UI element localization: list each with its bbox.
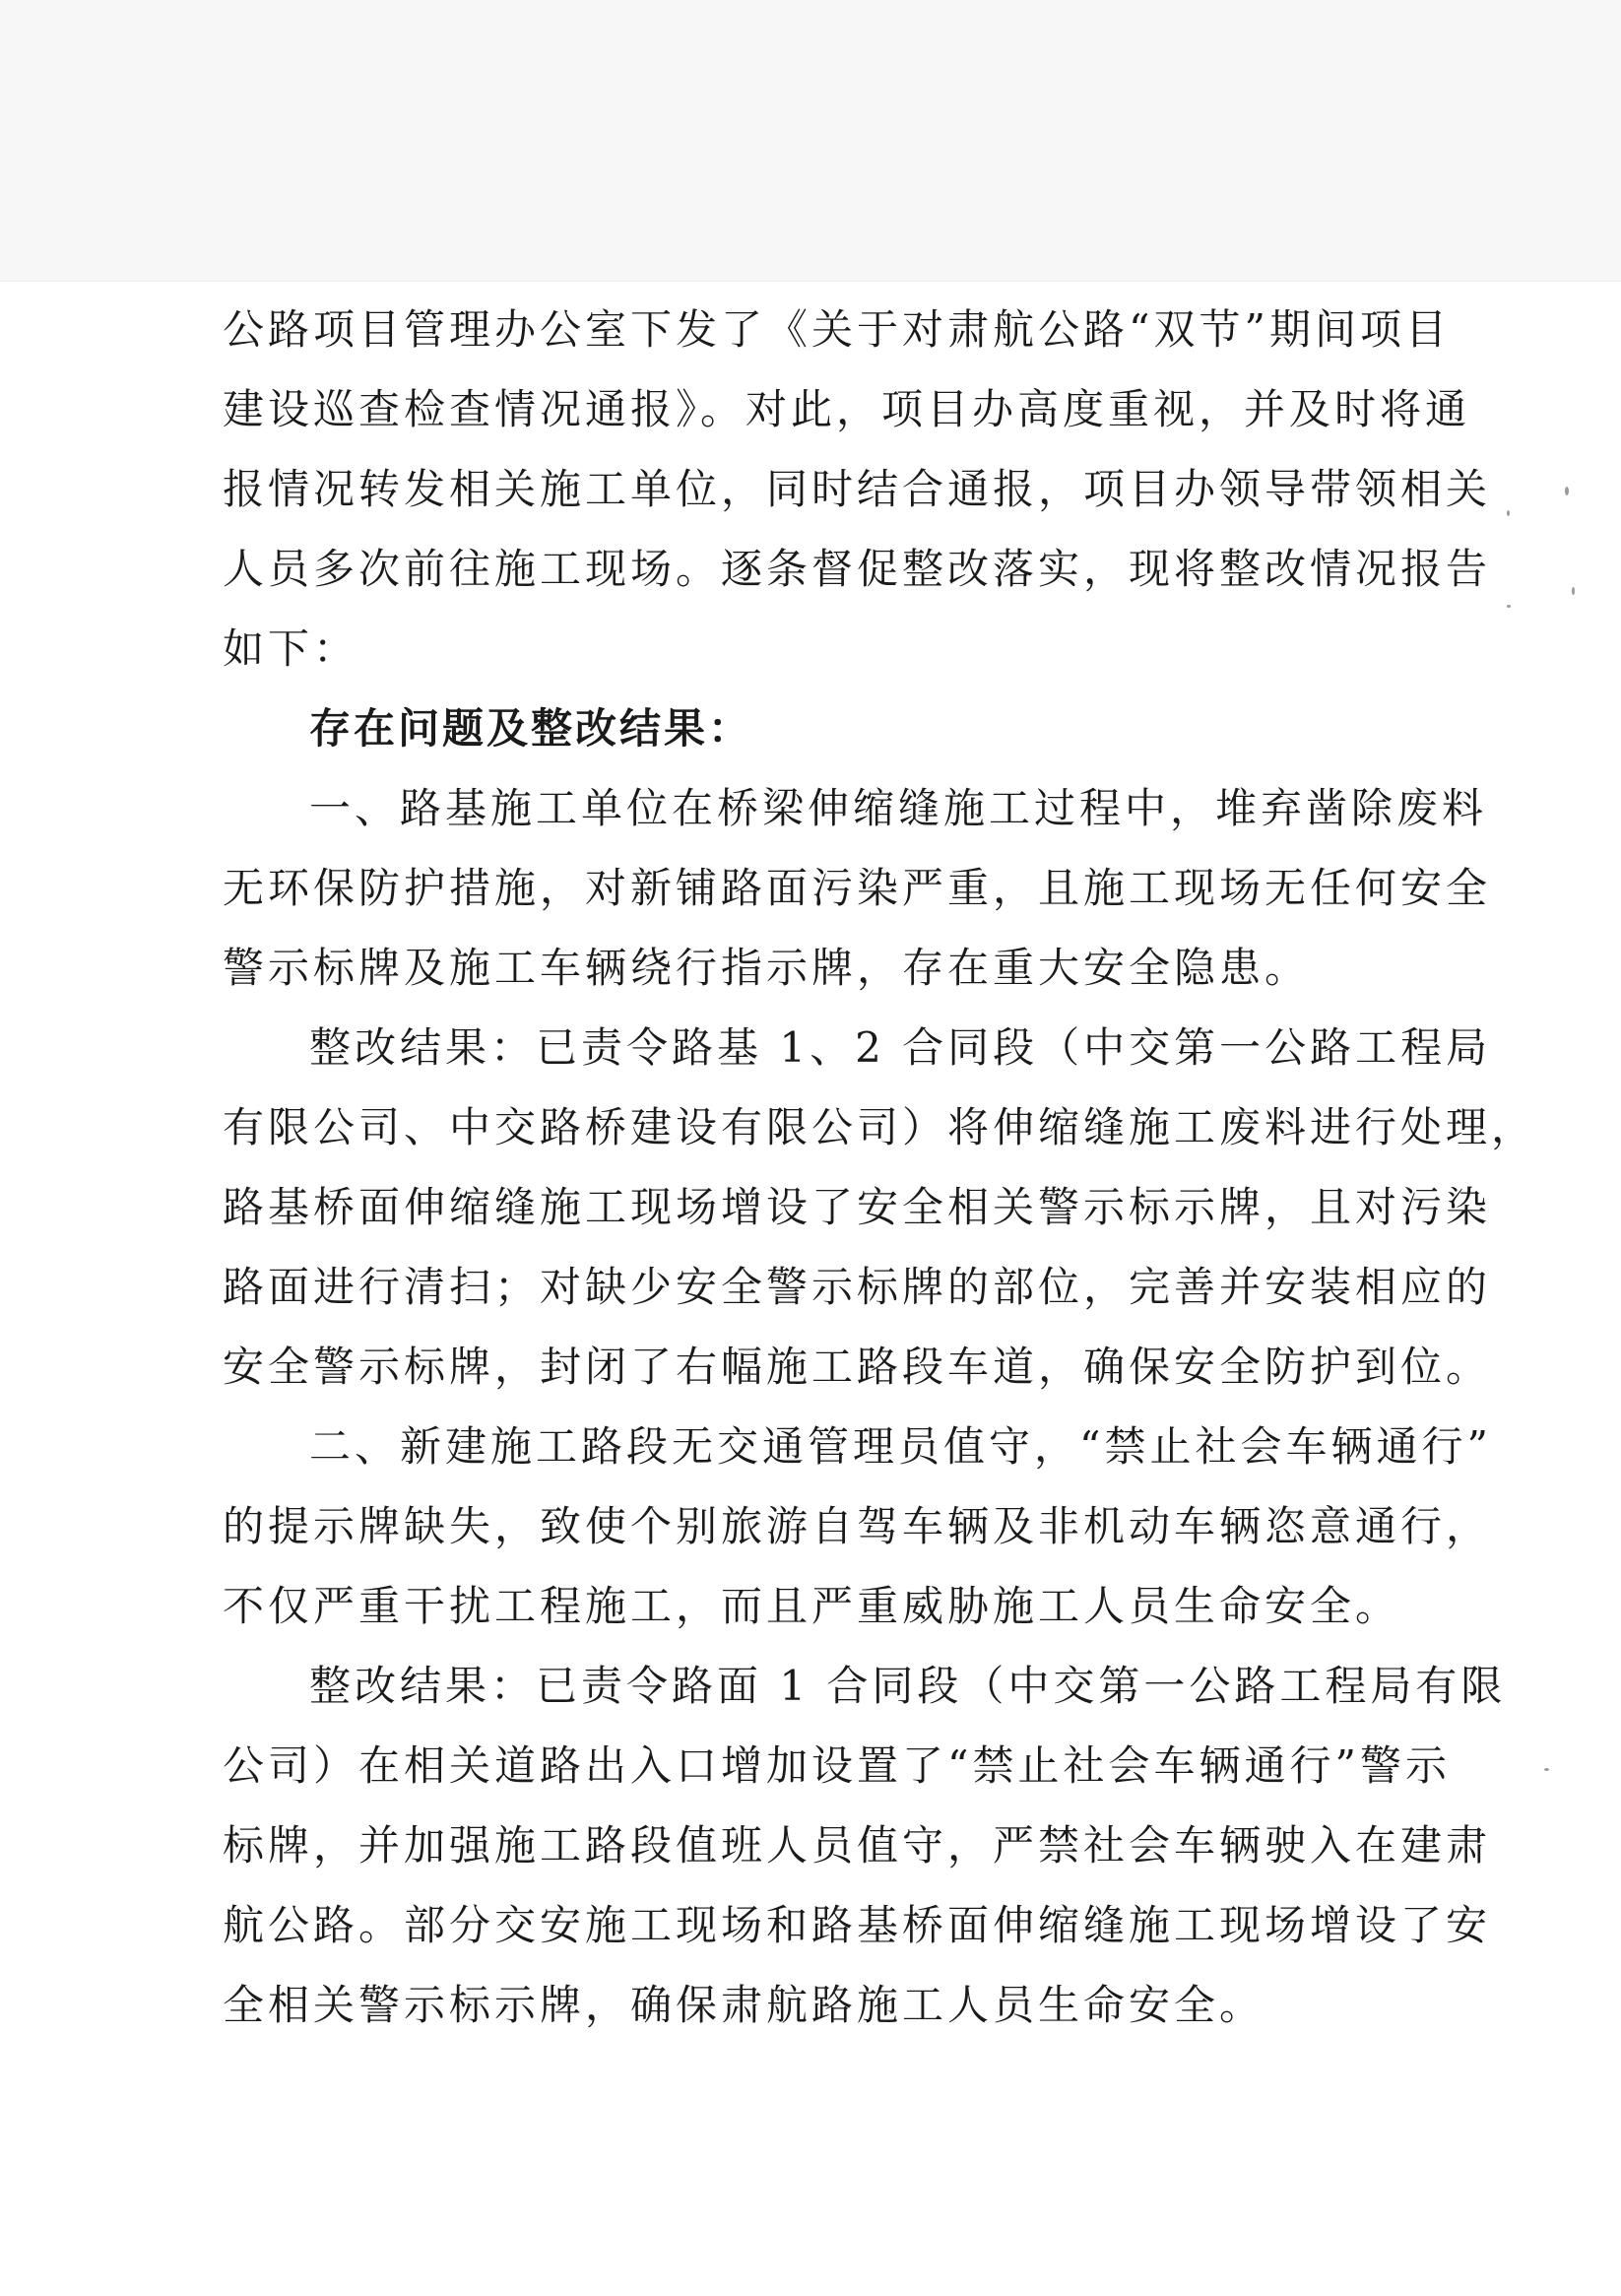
scan-header-band	[0, 0, 1621, 282]
text-line: 公司）在相关道路出入口增加设置了“禁止社会车辆通行”警示	[223, 1741, 1451, 1790]
text-line: 建设巡查检查情况通报》。对此，项目办高度重视，并及时将通	[223, 385, 1471, 433]
text-line: 整改结果：已责令路基 1、2 合同段（中交第一公路工程局	[309, 1023, 1492, 1072]
scan-speck	[1507, 510, 1510, 516]
text-line: 不仅严重干扰工程施工，而且严重威胁施工人员生命安全。	[223, 1582, 1401, 1630]
scan-speck	[1544, 1768, 1549, 1771]
text-line: 无环保防护措施，对新铺路面污染严重，且施工现场无任何安全	[223, 864, 1492, 912]
text-line: 整改结果：已责令路面 1 合同段（中交第一公路工程局有限	[309, 1662, 1507, 1710]
text-line: 安全警示标牌，封闭了右幅施工路段车道，确保安全防护到位。	[223, 1343, 1492, 1391]
section-heading: 存在问题及整改结果：	[309, 704, 753, 753]
text-line: 公路项目管理办公室下发了《关于对肃航公路“双节”期间项目	[223, 305, 1451, 354]
text-line: 如下：	[223, 624, 359, 673]
result-2-paragraph	[223, 1646, 1507, 2045]
scan-speck	[1507, 605, 1511, 608]
document-body	[223, 290, 1537, 2045]
scan-speck	[1572, 587, 1575, 595]
text-line: 的提示牌缺失，致使个别旅游自驾车辆及非机动车辆恣意通行，	[223, 1502, 1492, 1550]
text-line: 全相关警示标示牌，确保肃航路施工人员生命安全。	[223, 1981, 1265, 2029]
issue-1-paragraph	[223, 768, 1492, 1008]
result-1-paragraph	[223, 1008, 1537, 1407]
text-line: 警示标牌及施工车辆绕行指示牌，存在重大安全隐患。	[223, 944, 1311, 992]
text-line: 路基桥面伸缩缝施工现场增设了安全相关警示标示牌，且对污染	[223, 1183, 1492, 1231]
text-line: 路面进行清扫；对缺少安全警示标牌的部位，完善并安装相应的	[223, 1263, 1492, 1311]
scan-speck	[1565, 487, 1569, 495]
text-line: 有限公司、中交路桥建设有限公司）将伸缩缝施工废料进行处理，	[223, 1103, 1537, 1151]
text-line: 航公路。部分交安施工现场和路基桥面伸缩缝施工现场增设了安	[223, 1901, 1492, 1949]
text-line: 二、新建施工路段无交通管理员值守，“禁止社会车辆通行”	[309, 1422, 1492, 1471]
intro-paragraph	[223, 290, 1492, 689]
text-line: 一、路基施工单位在桥梁伸缩缝施工过程中，堆弃凿除废料	[309, 784, 1488, 832]
text-line: 报情况转发相关施工单位，同时结合通报，项目办领导带领相关	[223, 465, 1492, 513]
text-line: 人员多次前往施工现场。逐条督促整改落实，现将整改情况报告	[223, 545, 1492, 593]
issue-2-paragraph	[223, 1407, 1492, 1646]
text-line: 标牌，并加强施工路段值班人员值守，严禁社会车辆驶入在建肃	[223, 1821, 1492, 1870]
